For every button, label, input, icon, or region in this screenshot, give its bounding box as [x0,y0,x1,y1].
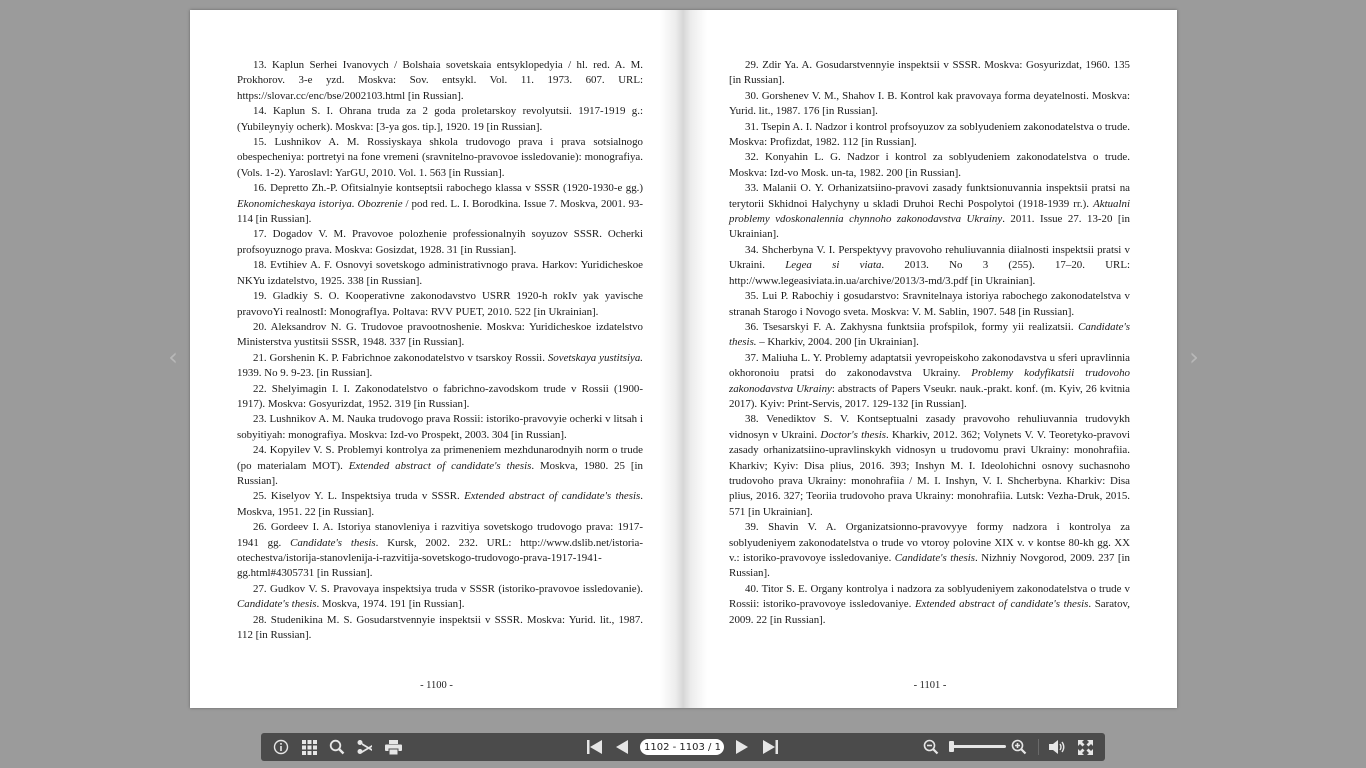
reference-number: 22. [253,382,267,395]
next-spread-arrow-icon[interactable]: › [1189,343,1199,371]
reference-number: 26. [253,521,267,534]
reference-text: Gorshenev V. M., Shahov I. B. Kontrol kak pravovaya forma deyatelnosti. Moskva: Yurid. lit., 1987. 176 [in Russian]. [729,89,1130,118]
left-page-number: - 1100 - [420,680,453,691]
reference-source-title: Extended abstract of candidate's thesis [914,598,1089,611]
reference-source-title: Candidate's thesis. [729,320,1131,349]
reference-text: Zdir Ya. A. Gosudarstvennyie inspektsii v SSSR. Moskva: Gosyurizdat, 1960. 135 [in Russian]. [729,59,1130,87]
reference-text: Lui P. Rabochiy i gosudarstvo: Sravnitelnaya istoriya rabochego zakonodatelstva v stranah Starogo i Novogo sveta. Moskva: V. M. Sablin, 1907. 548 [in Russian]. [729,290,1130,318]
reference-entry [237,104,643,135]
reference-text: Aleksandrov N. G. Trudovoe pravootnoshenie. Moskva: Yuridicheskoe izdatelstvo Ministerstva yustitsii SSSR, 1948. 337 [in Russian]. [237,320,643,349]
reference-source-title: Candidate's thesis [290,536,376,549]
reference-text: Gudkov V. S. Pravovaya inspektsiya truda v SSSR (istoriko-pravovoe issledovanie). [270,582,643,595]
reference-text: Maliuha L. Y. Problemy adaptatsii yevropeiskoho zakonodavstva u sferi upravlinnia okhoronoiu pratsi do zakonodavstva Ukrainy. [729,351,1130,380]
reference-text: Kiselyov Y. L. Inspektsiya truda v SSSR. [270,490,465,503]
reference-number: 33. [745,182,759,195]
reference-number: 21. [253,351,267,364]
reference-text: Evtihiev A. F. Osnovyi sovetskogo administrativnogo prava. Harkov: Yuridicheskoe NKYu izdatelstvo, 1925. 338 [in Russian]. [237,259,643,287]
reference-number: 30. [745,89,759,102]
left-page[interactable] [190,10,683,708]
reference-text: Kaplun Serhei Ivanovych / Bolshaia sovetskaia entsyklopedyia / hl. red. A. M. Prokhorov. 3-e yzd. Moskva: Sov. entsykl. Vol. 11. 1973. 607. URL: https://slovar.cc/enc/bse/2002103.html [in Russian]. [237,59,643,102]
reference-text: . Nizhniy Novgorod, 2009. 237 [in Russian]. [729,552,1131,580]
first-page-icon[interactable] [585,733,603,761]
page-number-field[interactable] [640,739,724,755]
reference-number: 19. [253,290,267,303]
reference-source-title: Candidate's thesis [237,598,317,611]
reference-entry [237,58,643,104]
reference-text: . Moskva, 1951. 22 [in Russian]. [237,490,643,518]
print-icon[interactable] [383,733,403,761]
reference-number: 24. [253,444,267,457]
share-icon[interactable] [355,733,375,761]
reference-text: Lushnikov A. M. Nauka trudovogo prava Rossii: istoriko-pravovyie ocherki v litsah i sobyitiyah: monografiya. Moskva: Izd-vo Prospekt, 2003. 304 [in Russian]. [237,413,643,441]
thumbnails-icon[interactable] [299,733,319,761]
reference-number: 18. [253,259,267,272]
reference-entry [237,443,643,489]
reference-text: Gordeev I. A. Istoriya stanovleniya i razvitiya sovetskogo trudovogo prava: 1917-1941 gg. [237,521,643,549]
reference-text: : abstracts of Papers Vseukr. nauk.-prakt. konf. (m. Kyiv, 26 kvitnia 2017). Kyiv: Print-Servis, 2017. 129-132 [in Russian]. [729,382,1130,410]
reference-number: 25. [253,490,267,503]
reference-number: 34. [745,243,759,256]
reference-text: 1939. No 9. 9-23. [in Russian]. [237,367,373,380]
reference-entry [237,613,643,644]
reference-text: Malanii O. Y. Orhanizatsiino-pravovi zasady funktsionuvannia inspektsii pratsi na terytorii Skhidnoi Halychyny u skladi Druhoi Rechi Pospolytoi (1918-1939 rr.). [729,182,1130,210]
last-page-icon[interactable] [761,733,779,761]
reference-source-title: Doctor's thesis [820,428,886,441]
prev-spread-arrow-icon[interactable]: ‹ [168,343,178,371]
reference-number: 13. [253,59,267,71]
reference-number: 16. [253,182,267,195]
reference-text: Titor S. E. Organy kontrolya i nadzora za soblyudeniyem zakonodatelstva o trude v Rossii: istoriko-pravovoye issledovaniye. [729,582,1130,611]
next-page-icon[interactable] [733,733,751,761]
reference-entry [237,412,643,443]
fullscreen-icon[interactable] [1075,733,1095,761]
reference-number: 40. [745,582,759,595]
reference-entry [729,243,1130,289]
reference-entry [237,258,643,289]
reference-entry [729,89,1130,120]
reference-text: Dogadov V. M. Pravovoe polozhenie professionalnyih soyuzov SSSR. Ocherki profsoyuznogo prava. Moskva: Gosizdat, 1928. 31 [in Russian]. [237,228,643,256]
info-icon[interactable] [271,733,291,761]
reference-text: Shavin V. A. Organizatsionno-pravovyye formy nadzora i kontrolya za soblyudeniyem zakonodatelstva o trude vo vtoroy polovine XIX v. v kontse 80-kh gg. XX v.: istoriko-pravovoye issledovaniye. [729,521,1130,564]
reference-text: Kopyilev V. S. Problemyi kontrolya za primeneniem mezhdunarodnyih norm o trude (po materialam MOT). [237,444,643,472]
reference-text: Shcherbyna V. I. Perspektyvy pravovoho rehuliuvannia diialnosti inspektsii pratsi v Ukraini. [729,243,1130,272]
reference-entry [237,320,643,351]
reference-text: . Moskva, 1980. 25 [in Russian]. [237,459,643,487]
reference-text: Shelyimagin I. I. Zakonodatelstvo o fabrichno-zavodskom trude v Rossii (1900-1917). Moskva: Gosyurizdat, 1952. 319 [in Russian]. [237,382,643,410]
zoom-slider-track[interactable] [950,745,1006,748]
reference-text: . Kharkiv, 2012. 362; Volynets V. V. Teoretyko-pravovi zasady orhanizatsiino-upravlinskykh vidnosyn u trudovomu pravi Ukrainy: monohrafiia. Kharkiv; Kyiv: Disa plius, 2016. 393; Inshyn M. I. Ideolohichni osnovy suchasnoho trudovoho prava Ukrainy: monohrafiia / M. I. Inshyn, V. I. Shcherbyna. Kharkiv: Disa plius, 2016. 327; Teoriia trudovoho prava Ukrainy: monohrafiia. Lutsk: Vezha-Druk, 2015. 571 [in Ukrainian]. [729,428,1131,518]
right-reference-list [729,58,1130,628]
search-icon[interactable] [327,733,347,761]
reference-entry [237,520,643,582]
reference-number: 15. [253,136,267,149]
reference-text: Tsepin A. I. Nadzor i kontrol profsoyuzov za soblyudeniem zakonodatelstva o trude. Moskva: Profizdat, 1982. 112 [in Russian]. [729,120,1130,149]
zoom-in-icon[interactable] [1009,733,1029,761]
reference-text: . 2013. No 3 (255). 17–20. URL: http://www.legeasiviata.in.ua/archive/2013/3-md/3.pdf [in Ukrainian]. [729,259,1130,287]
book-spread [190,10,1177,708]
reference-text: Tsesarskyi F. A. Zakhysna funktsiia profspilok, formy yii realizatsii. [762,320,1079,333]
reference-source-title: Sovetskaya yustitsiya. [547,351,643,364]
reference-entry [237,289,643,320]
reference-source-title: Extended abstract of candidate's thesis [464,490,641,503]
reference-text: / pod red. L. I. Borodkina. Issue 7. Moskva, 2001. 93-114 [in Russian]. [237,197,643,226]
toolbar-divider [1038,739,1039,755]
reference-entry [729,150,1130,181]
reference-entry [237,135,643,181]
reference-text: Depretto Zh.-P. Ofitsialnyie kontseptsii rabochego klassa v SSSR (1920-1930-e gg.) [270,182,643,195]
reference-text: . Saratov, 2009. 22 [in Russian]. [729,598,1130,626]
right-page[interactable] [683,10,1177,708]
right-page-number: - 1101 - [913,680,947,691]
reference-text: Gladkiy S. O. Kooperativne zakonodavstvo USRR 1920-h rokIv yak yavische pravovoYi realnostI: MonografIya. Poltava: RVV PUET, 2010. 522 [in Ukrainian]. [237,290,643,318]
reference-entry [729,520,1130,582]
reference-source-title: Extended abstract of candidate's thesis [348,459,532,472]
reference-number: 37. [745,351,759,364]
reference-number: 27. [253,582,267,595]
reference-entry [729,582,1130,628]
reference-source-title: Legea si viata [785,259,882,272]
reference-entry [237,227,643,258]
reference-entry [237,181,643,227]
prev-page-icon[interactable] [613,733,631,761]
left-reference-list [237,58,643,643]
zoom-slider-thumb[interactable] [949,741,954,752]
reference-entry [729,58,1130,89]
reference-entry [729,320,1130,351]
reference-number: 38. [745,413,759,426]
reference-entry [729,289,1130,320]
reference-text: Lushnikov A. M. Rossiyskaya shkola trudovogo prava i prava sotsialnogo obespecheniya: portretyi na fone vremeni (sravnitelno-pravovoe issledovanie): monografiya. (Vols. 1-2). Yaroslavl: YarGU, 2010. Vol. 1. 563 [in Russian]. [237,136,643,179]
reference-text: . Kursk, 2002. 232. URL: http://www.dslib.net/istoria-otechestva/istorija-stanovlenija-i-razvitija-sovetskogo-trudovogo-prava-1917-1941-gg.html#4305731 [in Russian]. [237,536,643,580]
reference-number: 29. [745,59,759,71]
reference-text: Studenikina M. S. Gosudarstvennyie inspektsii v SSSR. Moskva: Yurid. lit., 1987. 112 [in Russian]. [237,613,643,642]
reference-entry [237,382,643,413]
reference-number: 36. [745,320,759,333]
reference-source-title: Aktualni problemy vdoskonalennia chynnoho zakonodavstva Ukrainy [729,197,1130,226]
reference-text: – Kharkiv, 2004. 200 [in Ukrainian]. [756,336,919,349]
reference-number: 28. [253,613,267,626]
reference-entry [729,351,1130,413]
reference-text: Venediktov S. V. Kontseptualni zasady pravovoho rehuliuvannia trudovykh vidnosyn v Ukraini. [729,413,1130,441]
reference-entry [729,412,1130,520]
reference-number: 32. [745,151,759,164]
reference-number: 31. [745,120,759,133]
viewer-toolbar [261,733,1105,761]
reference-entry [729,120,1130,151]
reference-number: 35. [745,290,759,303]
reference-entry [237,351,643,382]
reference-source-title: Candidate's thesis [894,552,976,564]
reference-text: Kaplun S. I. Ohrana truda za 2 goda proletarskoy revolyutsii. 1917-1919 g.: (Yubileynyiy ocherk). Moskva: [3-ya gos. tip.], 1920. 19 [in Russian]. [237,105,643,133]
reference-number: 39. [745,521,759,534]
reference-number: 17. [253,228,267,241]
sound-icon[interactable] [1047,733,1067,761]
reference-number: 14. [253,105,267,118]
reference-text: . 2011. Issue 27. 13-20 [in Ukrainian]. [729,213,1130,241]
reference-source-title: Ekonomicheskaya istoriya. Obozrenie [237,197,403,210]
reference-entry [237,489,643,520]
reference-entry [729,181,1130,243]
reference-text: . Moskva, 1974. 191 [in Russian]. [316,598,465,611]
zoom-out-icon[interactable] [921,733,941,761]
reference-number: 23. [253,413,267,426]
reference-entry [237,582,643,613]
reference-text: Konyahin L. G. Nadzor i kontrol za soblyudeniem zakonodatelstva o trude. Moskva: Izd-vo Mosk. un-ta, 1982. 200 [in Russian]. [729,151,1130,179]
reference-source-title: Problemy kodyfikatsii trudovoho zakonodavstva Ukrainy [729,367,1130,395]
reference-number: 20. [253,320,267,333]
reference-text: Gorshenin K. P. Fabrichnoe zakonodatelstvo v tsarskoy Rossii. [269,351,548,364]
